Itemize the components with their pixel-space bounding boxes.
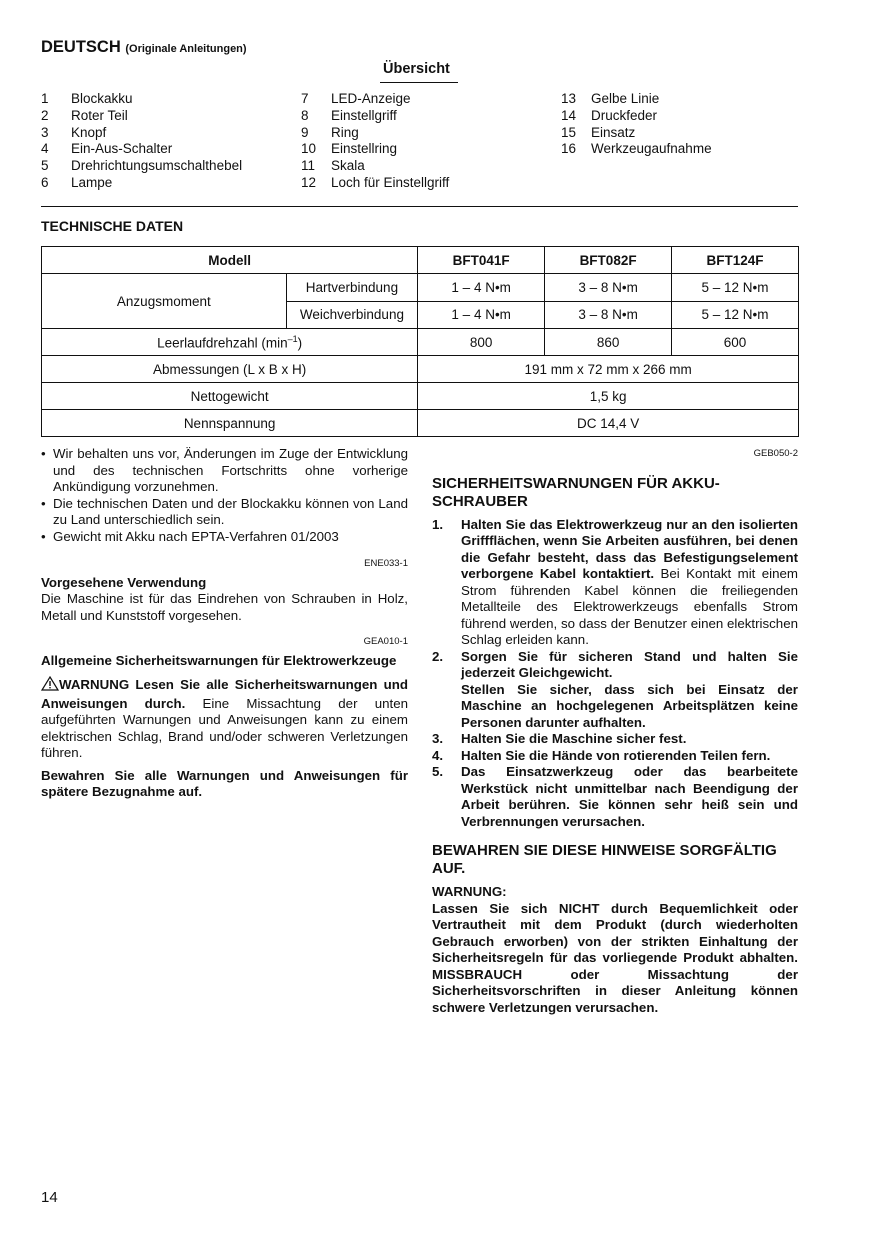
overview-item-number: 15 — [561, 124, 577, 140]
table-cell: 3 – 8 N•m — [545, 274, 672, 302]
overview-column-3 — [561, 91, 712, 158]
screwdriver-safety-list — [432, 517, 798, 831]
overview-item-label: Ein-Aus-Schalter — [71, 141, 173, 157]
rated-voltage-value: DC 14,4 V — [418, 410, 799, 437]
overview-item-label: Roter Teil — [71, 107, 128, 123]
item-bold-text: Das Einsatzwerkzeug oder das bearbeitete Werkstück nicht unmittelbar nach Beendigung der Arbeit berühren. Sie können sehr heiß sein und Verbrennungen verursachen. — [461, 764, 798, 829]
warning-bold-text: WARNUNG Lesen Sie alle Sicherheitswarnungen und Anweisungen durch. — [41, 677, 408, 711]
table-cell: 600 — [672, 329, 799, 356]
dimensions-label: Abmessungen (L x B x H) — [42, 356, 418, 383]
table-cell: 5 – 12 N•m — [672, 301, 799, 329]
overview-item — [561, 141, 712, 158]
soft-joint-label: Weichverbindung — [286, 301, 418, 329]
overview-underline — [380, 82, 458, 83]
no-load-speed-label — [42, 329, 418, 356]
overview-item-label: Einstellgriff — [331, 107, 397, 123]
note-text: Gewicht mit Akku nach EPTA-Verfahren 01/2003 — [53, 528, 339, 544]
language-title: DEUTSCH — [41, 38, 121, 56]
net-weight-label: Nettogewicht — [42, 383, 418, 410]
specs-title: TECHNISCHE DATEN — [41, 218, 184, 234]
overview-item-label: Drehrichtungsumschalthebel — [71, 158, 243, 174]
overview-item — [561, 108, 712, 125]
overview-column-2 — [301, 91, 449, 192]
model-column-header: BFT124F — [672, 247, 799, 274]
bullet-icon: • — [41, 495, 46, 511]
note-text: Die technischen Daten und der Blockakku können von Land zu Land unterschiedlich sein. — [53, 495, 408, 527]
overview-item-label: Skala — [331, 158, 365, 174]
language-note: (Originale Anleitungen) — [125, 43, 247, 55]
overview-item — [41, 175, 242, 192]
item-bold-text: Sorgen Sie für sicheren Stand und halten Sie jederzeit Gleichgewicht. — [461, 648, 798, 680]
item-number: 4. — [432, 747, 444, 763]
overview-title: Übersicht — [383, 61, 450, 77]
right-column — [432, 446, 798, 1016]
table-cell: 1 – 4 N•m — [418, 274, 545, 302]
table-cell: 800 — [418, 329, 545, 356]
overview-item — [301, 125, 449, 142]
overview-item-number: 5 — [41, 158, 49, 174]
overview-item-label: Druckfeder — [591, 107, 658, 123]
reference-code: ENE033-1 — [364, 558, 408, 569]
list-item — [432, 748, 798, 765]
table-cell: 5 – 12 N•m — [672, 274, 799, 302]
table-row — [42, 247, 799, 274]
overview-item-number: 4 — [41, 141, 49, 157]
warning-paragraph: Lassen Sie sich NICHT durch Bequemlichkeit oder Vertrautheit mit dem Produkt (durch wiederholten Gebrauch erworben) von der strikten Einhaltung der Sicherheitsregeln für das vorliegende Produkt abhalten. MISSBRAUCH oder Missachtung der Sicherheitsvorschriften in dieser Anleitung können schwere Verletzungen verursachen. — [432, 900, 798, 1015]
reference-code: GEA010-1 — [363, 636, 408, 647]
keep-instructions-title: BEWAHREN SIE DIESE HINWEISE SORGFÄLTIG AUF. — [432, 842, 777, 877]
item-bold-text: Halten Sie das Elektrowerkzeug nur an den isolierten Griffflächen, wenn Sie Arbeiten ausführen, bei denen die Gefahr besteht, dass das Befestigungselement verborgene Kabel kontaktiert. — [461, 516, 798, 581]
table-row — [42, 329, 799, 356]
overview-item-label: Einsatz — [591, 124, 636, 140]
intended-use-title: Vorgesehene Verwendung — [41, 574, 207, 590]
table-cell: 1 – 4 N•m — [418, 301, 545, 329]
overview-item-number: 8 — [301, 107, 309, 123]
item-text — [461, 517, 798, 649]
bullet-icon: • — [41, 446, 46, 461]
overview-item-number: 7 — [301, 91, 309, 106]
overview-item — [301, 158, 449, 175]
overview-item-number: 1 — [41, 91, 49, 106]
overview-item-number: 12 — [301, 174, 317, 190]
warning-label: WARNUNG: — [432, 884, 507, 899]
overview-item — [301, 175, 449, 192]
rated-voltage-label: Nennspannung — [42, 410, 418, 437]
list-item — [41, 446, 408, 496]
list-item — [41, 529, 408, 546]
dimensions-value: 191 mm x 72 mm x 266 mm — [418, 356, 799, 383]
general-safety-warning — [41, 676, 408, 762]
overview-item — [41, 158, 242, 175]
overview-item — [301, 141, 449, 158]
speed-label-text: Leerlaufdrehzahl (min — [157, 335, 288, 351]
overview-item — [561, 125, 712, 142]
overview-item — [301, 108, 449, 125]
table-row — [42, 356, 799, 383]
model-column-header: BFT041F — [418, 247, 545, 274]
warning-icon — [41, 676, 59, 696]
overview-item — [301, 91, 449, 108]
keep-warnings-text: Bewahren Sie alle Warnungen und Anweisungen für spätere Bezugnahme auf. — [41, 767, 408, 799]
language-heading — [41, 38, 247, 57]
table-row — [42, 274, 799, 302]
left-column — [41, 446, 408, 801]
item-number: 3. — [432, 731, 444, 746]
item-bold-text: Halten Sie die Hände von rotierenden Teilen fern. — [461, 747, 771, 763]
overview-item-number: 2 — [41, 107, 49, 123]
list-item — [41, 496, 408, 529]
list-item — [432, 517, 798, 649]
item-text — [461, 649, 798, 732]
overview-item — [41, 91, 242, 108]
overview-item-number: 9 — [301, 124, 309, 140]
item-number: 1. — [432, 516, 444, 532]
overview-item-label: Knopf — [71, 124, 107, 140]
specs-table — [41, 246, 799, 437]
overview-item-label: Loch für Einstellgriff — [331, 174, 450, 190]
overview-item-number: 16 — [561, 141, 577, 157]
overview-item-number: 14 — [561, 107, 577, 123]
overview-item-number: 3 — [41, 124, 49, 140]
intended-use-text: Die Maschine ist für das Eindrehen von Schrauben in Holz, Metall und Kunststoff vorgesehen. — [41, 591, 408, 623]
table-cell: 860 — [545, 329, 672, 356]
bullet-icon: • — [41, 528, 46, 544]
item-number: 2. — [432, 648, 444, 664]
section-divider — [41, 206, 798, 207]
overview-item — [41, 141, 242, 158]
page-number: 14 — [41, 1189, 58, 1206]
model-header: Modell — [42, 247, 418, 274]
model-column-header: BFT082F — [545, 247, 672, 274]
screwdriver-safety-title: SICHERHEITSWARNUNGEN FÜR AKKU-SCHRAUBER — [432, 474, 720, 510]
table-cell: 3 – 8 N•m — [545, 301, 672, 329]
hard-joint-label: Hartverbindung — [286, 274, 418, 302]
list-item — [432, 649, 798, 732]
table-row — [42, 383, 799, 410]
overview-item-label: Einstellring — [331, 141, 398, 157]
overview-item-label: Werkzeugaufnahme — [591, 141, 712, 157]
net-weight-value: 1,5 kg — [418, 383, 799, 410]
overview-item-number: 13 — [561, 91, 577, 106]
overview-item-label: Blockakku — [71, 91, 133, 106]
list-item — [432, 731, 798, 748]
overview-item-label: Ring — [331, 124, 359, 140]
overview-item-label: LED-Anzeige — [331, 91, 411, 106]
note-text: Wir behalten uns vor, Änderungen im Zuge der Entwicklung und des technischen Fortschritts ohne vorherige Ankündigung vorzunehmen. — [53, 446, 408, 494]
list-item — [432, 764, 798, 830]
overview-item-number: 11 — [301, 158, 316, 174]
item-normal-text: Bei Kontakt mit einem Strom führenden Kabel können die freiliegenden Metallteile des Elektrowerkzeugs ebenfalls Strom führend werden, so dass der Benutzer einen elektrischen Schlag erleiden kann. — [461, 566, 798, 647]
warning-text: Eine Missachtung der unten aufgeführten Warnungen und Anweisungen kann zu einem elektrischen Schlag, Brand und/oder schweren Verletzungen führen. — [41, 695, 409, 760]
overview-column-1 — [41, 91, 242, 192]
overview-item — [41, 125, 242, 142]
overview-item — [561, 91, 712, 108]
item-bold-text-2: Stellen Sie sicher, dass sich bei Einsatz der Maschine an hochgelegenen Arbeitsplätzen keine Personen darunter aufhalten. — [461, 681, 798, 730]
speed-label-superscript: –1 — [287, 333, 298, 344]
reference-code: GEB050-2 — [753, 448, 798, 459]
torque-label: Anzugsmoment — [42, 274, 287, 329]
table-row — [42, 410, 799, 437]
overview-item — [41, 108, 242, 125]
speed-label-close: ) — [297, 335, 303, 351]
overview-item-number: 6 — [41, 174, 49, 190]
overview-item-label: Lampe — [71, 174, 113, 190]
overview-item-label: Gelbe Linie — [591, 91, 660, 106]
general-safety-title: Allgemeine Sicherheitswarnungen für Elektrowerkzeuge — [41, 652, 397, 668]
overview-item-number: 10 — [301, 141, 317, 157]
item-number: 5. — [432, 764, 444, 779]
item-bold-text: Halten Sie die Maschine sicher fest. — [461, 731, 687, 746]
